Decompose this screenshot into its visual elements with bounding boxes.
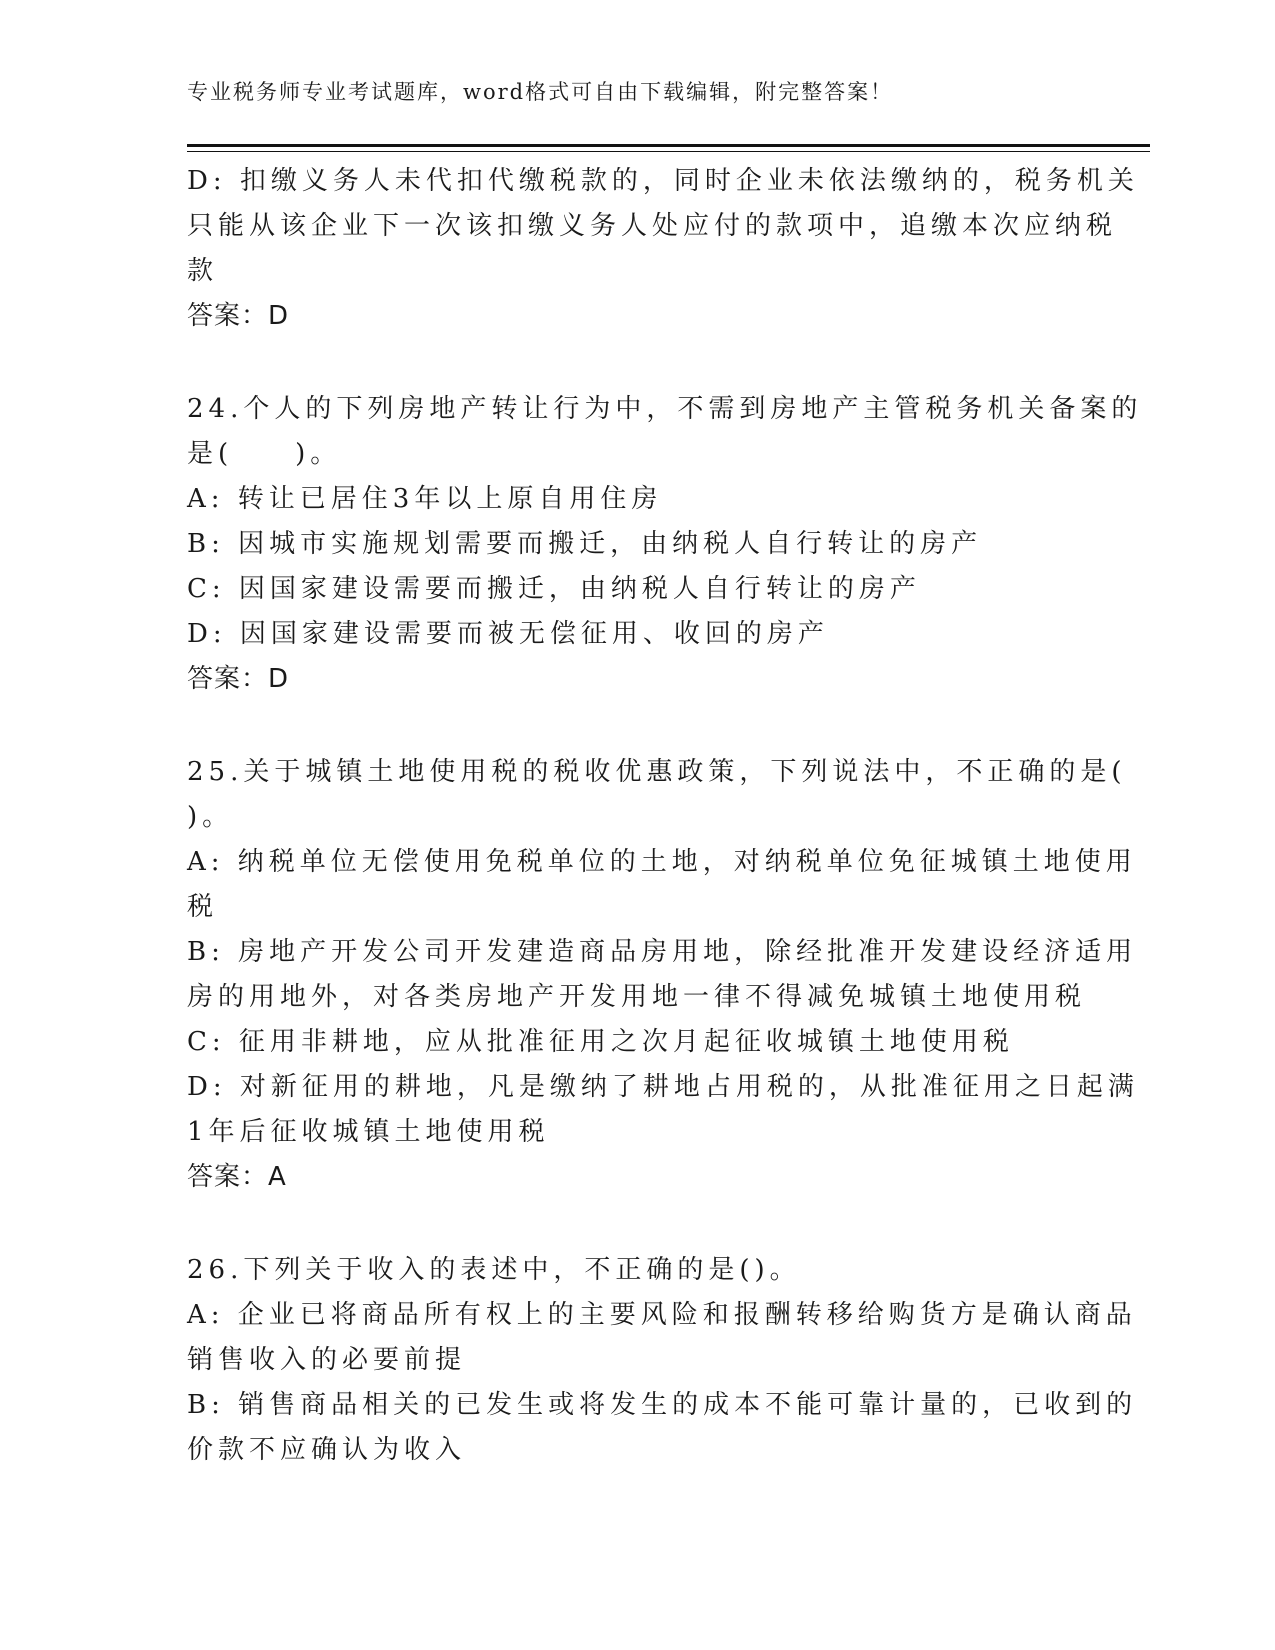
question-25: [187, 750, 1139, 1200]
question-26: [187, 1248, 1138, 1473]
q23-option-d-line2: 只能从该企业下一次该扣缴义务人处应付的款项中，追缴本次应纳税: [187, 211, 1118, 241]
q23-option-d-line3: 款: [187, 256, 219, 286]
q24-answer: 答案：D: [187, 664, 290, 694]
q23-option-d-line1: D: 扣缴义务人未代扣代缴税款的，同时企业未依法缴纳的，税务机关: [187, 166, 1139, 196]
q25-stem-line2: )。: [187, 802, 234, 832]
spacer: [187, 702, 1087, 750]
header-rule-thin: [187, 151, 1150, 152]
q25-option-d-line2: 1年后征收城镇土地使用税: [187, 1117, 550, 1147]
spacer: [187, 339, 1087, 387]
q26-option-b-line2: 价款不应确认为收入: [187, 1435, 467, 1465]
document-body: [187, 159, 1143, 1473]
q25-option-a-line2: 税: [187, 892, 219, 922]
q23-answer: 答案：D: [187, 301, 290, 331]
q26-option-b-line1: B: 销售商品相关的已发生或将发生的成本不能可靠计量的，已收到的: [187, 1390, 1138, 1420]
question-24: [187, 387, 1143, 702]
q24-option-b: B: 因城市实施规划需要而搬迁，由纳税人自行转让的房产: [187, 529, 983, 559]
q25-option-b-line1: B: 房地产开发公司开发建造商品房用地，除经批准开发建设经济适用: [187, 937, 1138, 967]
q25-option-a-line1: A: 纳税单位无偿使用免税单位的土地，对纳税单位免征城镇土地使用: [187, 847, 1137, 877]
q24-option-a: A: 转让已居住3年以上原自用住房: [187, 484, 663, 514]
q25-option-b-line2: 房的用地外，对各类房地产开发用地一律不得减免城镇土地使用税: [187, 982, 1087, 1012]
q25-option-c: C: 征用非耕地，应从批准征用之次月起征收城镇土地使用税: [187, 1027, 1014, 1057]
q26-stem-line1: 26.下列关于收入的表述中，不正确的是()。: [187, 1255, 801, 1285]
question-23: [187, 159, 1139, 339]
q25-option-d-line1: D: 对新征用的耕地，凡是缴纳了耕地占用税的，从批准征用之日起满: [187, 1072, 1139, 1102]
q25-stem-line1: 25.关于城镇土地使用税的税收优惠政策，下列说法中，不正确的是(: [187, 757, 1127, 787]
q25-answer: 答案：A: [187, 1162, 287, 1192]
q26-option-a-line2: 销售收入的必要前提: [187, 1345, 467, 1375]
q24-stem-line2: 是( )。: [187, 439, 342, 469]
q24-option-d: D: 因国家建设需要而被无偿征用、收回的房产: [187, 619, 829, 649]
q24-stem-line1: 24.个人的下列房地产转让行为中，不需到房地产主管税务机关备案的: [187, 394, 1143, 424]
page-header: 专业税务师专业考试题库，word格式可自由下载编辑，附完整答案！: [187, 80, 894, 104]
spacer: [187, 1200, 1087, 1248]
q24-option-c: C: 因国家建设需要而搬迁，由纳税人自行转让的房产: [187, 574, 921, 604]
header-rule-thick: [187, 144, 1150, 147]
q26-option-a-line1: A: 企业已将商品所有权上的主要风险和报酬转移给购货方是确认商品: [187, 1300, 1137, 1330]
